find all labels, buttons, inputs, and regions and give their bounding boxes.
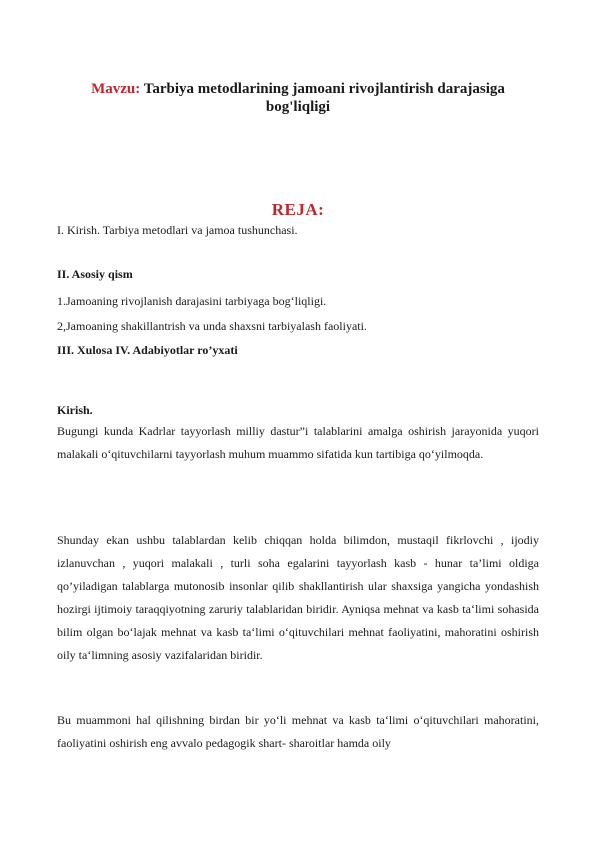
title-line-2: bog'liqligi	[265, 99, 331, 115]
kirish-heading: Kirish.	[57, 403, 93, 417]
plan-intro: I. Kirish. Tarbiya metodlari va jamoa tushunchasi.	[57, 223, 298, 237]
plan-item-2: 2,Jamoaning shakillantrish va unda shaxsni tarbiyalash faoliyati.	[57, 319, 367, 333]
paragraph-2: Shunday ekan ushbu talablardan kelib chiqqan holda bilimdon, mustaqil fikrlovchi , ijodiy izlanuvchan , yuqori malakali , turli soha egalarini tayyorlash kasb - hunar ta’limi oldiga qo’yiladigan talablarga mutonosib insonlar qilib shakllantirish ular shaxsiga yangicha yondashish hozirgi ijtimoiy taraqqiyotning zaruriy talablaridan biridir. Ayniqsa mehnat va kasb ta‘limi sohasida bilim olgan bo‘lajak mehnat va kasb ta‘limi o‘qituvchilari mehnat faoliyatini, mahoratini oshirish oily ta‘limning asosiy vazifalaridan biridir.	[57, 533, 539, 662]
paragraph-1: Bugungi kunda Kadrlar tayyorlash milliy dastur”i talablarini amalga oshirish jarayonida yuqori malakali o‘qituvchilarni tayyorlash muhum muammo sifatida kun tartibiga qo‘yilmoqda.	[57, 424, 539, 461]
document-title	[60, 80, 536, 116]
plan-main-heading: II. Asosiy qism	[57, 267, 133, 281]
plan-conclusion: III. Xulosa IV. Adabiyotlar ro’yxati	[57, 343, 238, 357]
title-line-1: Tarbiya metodlarining jamoani rivojlantirish darajasiga	[143, 81, 505, 97]
plan-item-1: 1.Jamoaning rivojlanish darajasini tarbiyaga bog‘liqligi.	[57, 294, 327, 308]
paragraph-3: Bu muammoni hal qilishning birdan bir yo‘li mehnat va kasb ta‘limi o‘qituvchilari mahoratini, faoliyatini oshirish eng avvalo pedagogik shart- sharoitlar hamda oily	[57, 713, 539, 750]
plan-heading: REJA:	[271, 200, 325, 219]
topic-label: Mavzu:	[91, 81, 141, 97]
